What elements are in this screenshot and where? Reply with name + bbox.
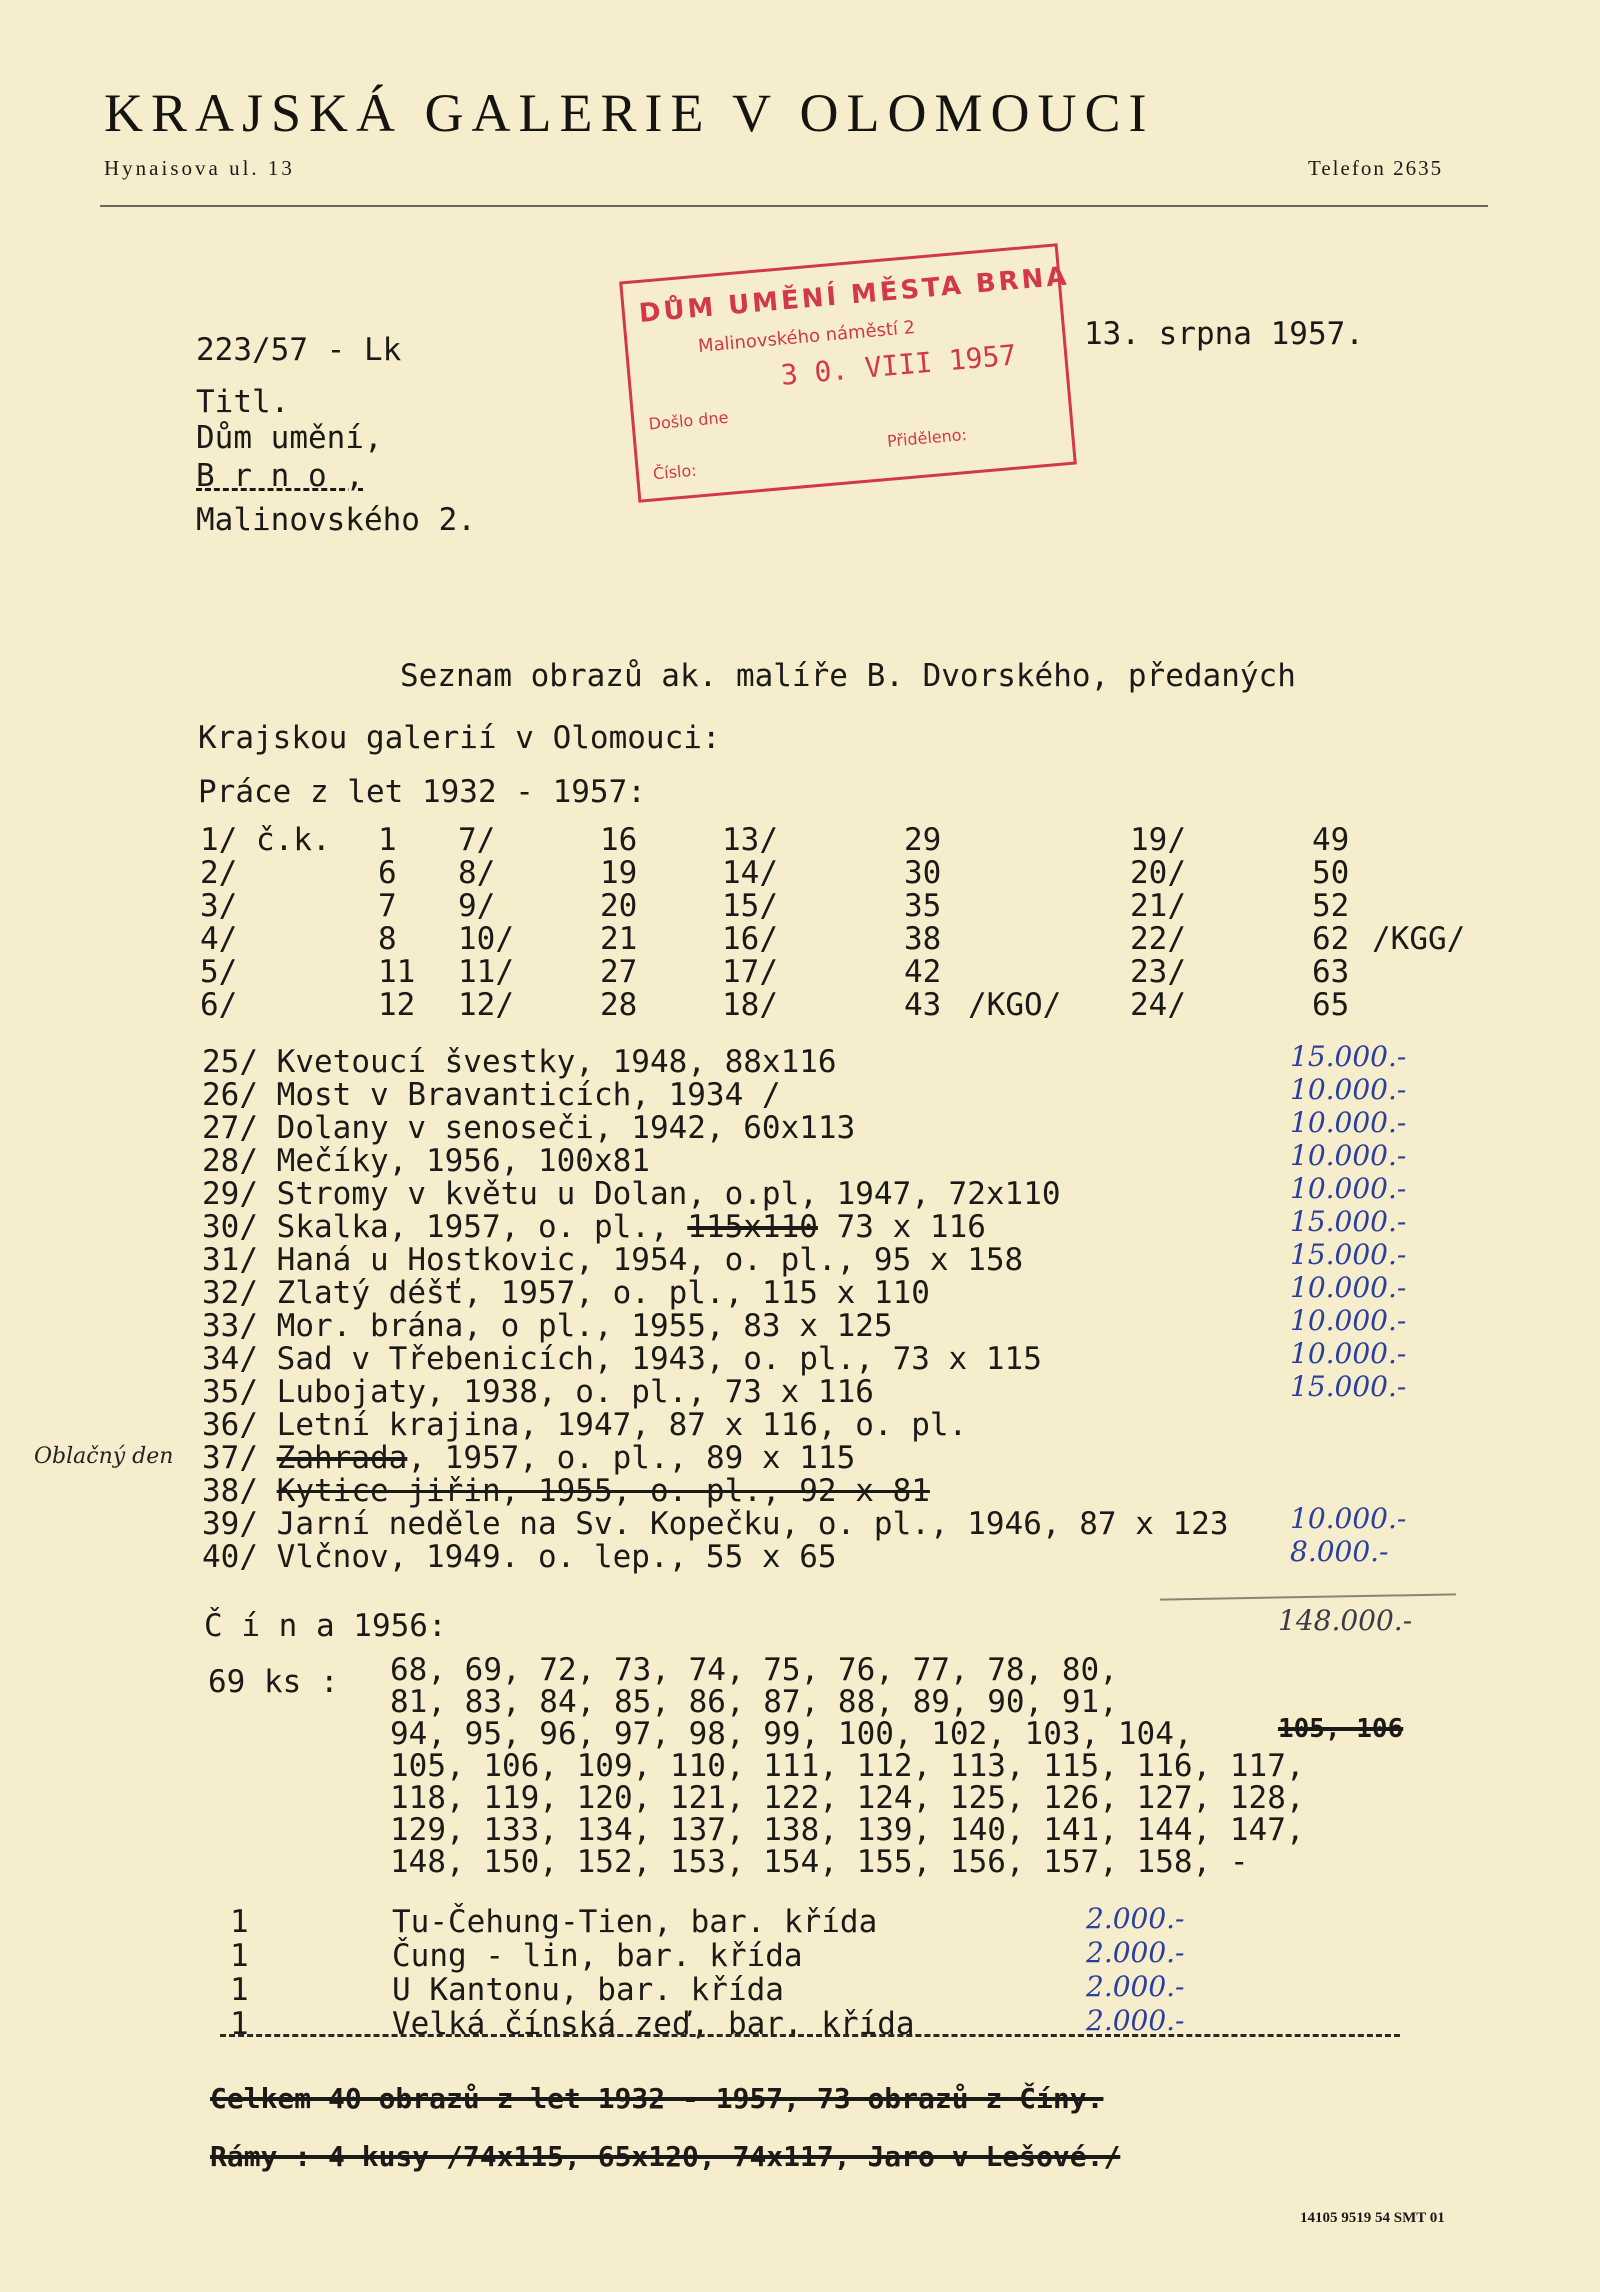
work-title: Dolany v senoseči, 1942, 60x113 — [276, 1110, 856, 1146]
work-number: 32/ — [202, 1275, 258, 1311]
table-cell: 11/ — [458, 954, 514, 990]
table-cell: 20 — [600, 888, 638, 924]
table-cell: 14/ — [722, 855, 778, 891]
table-cell: 8/ — [458, 855, 496, 891]
work-number: 36/ — [202, 1407, 258, 1443]
work-spacer — [258, 1473, 277, 1509]
work-number: 31/ — [202, 1242, 258, 1278]
work-row — [202, 1407, 967, 1443]
work-row — [202, 1242, 1023, 1278]
table-cell: 1/ č.k. — [200, 822, 331, 858]
work-title: Lubojaty, 1938, o. pl., 73 x 116 — [276, 1374, 874, 1410]
table-cell: /KGG/ — [1372, 921, 1466, 957]
work-title: Jarní neděle na Sv. Kopečku, o. pl., 1946, 87 x 123 — [276, 1506, 1229, 1542]
work-price-handwritten: 10.000.- — [1290, 1073, 1407, 1106]
work-number: 38/ — [202, 1473, 258, 1509]
drawing-title: U Kantonu, bar. křída — [392, 1972, 784, 2008]
work-number: 28/ — [202, 1143, 258, 1179]
work-number: 35/ — [202, 1374, 258, 1410]
table-cell: 62 — [1312, 921, 1350, 957]
work-number: 40/ — [202, 1539, 258, 1575]
work-spacer — [258, 1110, 277, 1146]
footer-print-code: 14105 9519 54 SMT 01 — [1300, 2210, 1445, 2226]
stamp-dosle: Došlo dne — [647, 407, 730, 434]
work-spacer — [258, 1044, 277, 1080]
drawing-qty: 1 — [230, 2006, 249, 2042]
table-cell: 49 — [1312, 822, 1350, 858]
work-number: 29/ — [202, 1176, 258, 1212]
table-cell: 19/ — [1130, 822, 1186, 858]
letterhead-phone: Telefon 2635 — [1308, 156, 1444, 180]
china-struck-tail: 105, 106 — [1278, 1714, 1404, 1744]
recipient-city: B r n o , — [196, 458, 364, 494]
table-cell: 35 — [904, 888, 942, 924]
table-cell: 24/ — [1130, 987, 1186, 1023]
work-title-rest: 73 x 116 — [817, 1209, 986, 1245]
work-title: Mor. brána, o pl., 1955, 83 x 125 — [276, 1308, 893, 1344]
work-row — [202, 1440, 855, 1476]
work-number: 26/ — [202, 1077, 258, 1113]
work-row — [202, 1143, 650, 1179]
drawing-title: Tu-Čehung-Tien, bar. křída — [392, 1904, 878, 1940]
work-title: Kvetoucí švestky, 1948, 88x116 — [276, 1044, 837, 1080]
table-cell: 22/ — [1130, 921, 1186, 957]
work-price-handwritten: 15.000.- — [1290, 1040, 1407, 1073]
stamp-line2: Malinovského náměstí 2 — [697, 317, 916, 357]
table-cell: 11 — [378, 954, 416, 990]
work-price-handwritten: 10.000.- — [1290, 1502, 1407, 1535]
drawing-qty: 1 — [230, 1904, 249, 1940]
work-spacer — [258, 1308, 277, 1344]
work-price-handwritten: 10.000.- — [1290, 1172, 1407, 1205]
work-title: Vlčnov, 1949. o. lep., 55 x 65 — [276, 1539, 837, 1575]
drawing-title: Velká čínská zeď, bar. křída — [392, 2006, 915, 2042]
work-number: 33/ — [202, 1308, 258, 1344]
work-row — [202, 1539, 837, 1575]
table-cell: 18/ — [722, 987, 778, 1023]
work-title: Sad v Třebenicích, 1943, o. pl., 73 x 115 — [276, 1341, 1042, 1377]
letterhead-title: KRAJSKÁ GALERIE V OLOMOUCI — [104, 83, 1155, 143]
table-cell: 19 — [600, 855, 638, 891]
china-line: 81, 83, 84, 85, 86, 87, 88, 89, 90, 91, — [390, 1684, 1118, 1720]
stamp-cislo: Číslo: — [652, 460, 698, 484]
work-row — [202, 1308, 893, 1344]
work-spacer — [258, 1176, 277, 1212]
work-title-overtyped: 115x110 — [687, 1209, 818, 1245]
received-stamp — [619, 243, 1077, 503]
china-line: 148, 150, 152, 153, 154, 155, 156, 157, 158, - — [390, 1844, 1249, 1880]
table-cell: 16/ — [722, 921, 778, 957]
work-title: Zlatý déšť, 1957, o. pl., 115 x 110 — [276, 1275, 930, 1311]
drawing-qty: 1 — [230, 1972, 249, 2008]
table-cell: 28 — [600, 987, 638, 1023]
table-cell: 38 — [904, 921, 942, 957]
drawing-qty: 1 — [230, 1938, 249, 1974]
work-price-handwritten: 10.000.- — [1290, 1139, 1407, 1172]
work-row — [202, 1275, 930, 1311]
table-cell: 3/ — [200, 888, 238, 924]
work-spacer — [258, 1407, 277, 1443]
table-cell: 5/ — [200, 954, 238, 990]
work-title-overtyped: Zahrada — [276, 1440, 408, 1476]
work-price-handwritten: 10.000.- — [1290, 1337, 1407, 1370]
work-title: Skalka, 1957, o. pl., — [276, 1209, 688, 1245]
work-spacer — [258, 1275, 277, 1311]
table-cell: 52 — [1312, 888, 1350, 924]
china-line: 118, 119, 120, 121, 122, 124, 125, 126, 127, 128, — [390, 1780, 1305, 1816]
work-title: Haná u Hostkovic, 1954, o. pl., 95 x 158 — [276, 1242, 1024, 1278]
work-number: 30/ — [202, 1209, 258, 1245]
table-cell: 1 — [378, 822, 397, 858]
drawings-dashed-rule — [220, 2034, 1400, 2037]
drawing-price-handwritten: 2.000.- — [1086, 2004, 1185, 2037]
work-title: Most v Bravanticích, 1934 / — [276, 1077, 781, 1113]
work-spacer — [258, 1341, 277, 1377]
total-handwritten: 148.000.- — [1278, 1604, 1413, 1637]
drawing-price-handwritten: 2.000.- — [1086, 1936, 1185, 1969]
recipient-street: Malinovského 2. — [196, 502, 476, 538]
reference-number: 223/57 - Lk — [196, 332, 402, 368]
work-row — [202, 1209, 986, 1245]
table-cell: 16 — [600, 822, 638, 858]
work-price-handwritten: 10.000.- — [1290, 1271, 1407, 1304]
work-spacer — [258, 1077, 277, 1113]
table-cell: 7/ — [458, 822, 496, 858]
work-spacer — [258, 1440, 277, 1476]
letterhead-rule — [100, 205, 1488, 207]
work-spacer — [258, 1506, 277, 1542]
stamp-line1: DŮM UMĚNÍ MĚSTA BRNA — [637, 261, 1071, 329]
table-cell: 9/ — [458, 888, 496, 924]
china-heading: Č í n a 1956: — [204, 1608, 447, 1644]
table-cell: /KGO/ — [968, 987, 1062, 1023]
letterhead-address: Hynaisova ul. 13 — [104, 156, 295, 180]
work-spacer — [258, 1374, 277, 1410]
table-cell: 10/ — [458, 921, 514, 957]
work-row — [202, 1473, 930, 1509]
drawing-title: Čung - lin, bar. křída — [392, 1938, 803, 1974]
table-cell: 23/ — [1130, 954, 1186, 990]
work-price-handwritten: 15.000.- — [1290, 1238, 1407, 1271]
table-cell: 30 — [904, 855, 942, 891]
china-line: 94, 95, 96, 97, 98, 99, 100, 102, 103, 104, — [390, 1716, 1193, 1752]
china-line: 105, 106, 109, 110, 111, 112, 113, 115, 116, 117, — [390, 1748, 1305, 1784]
work-price-handwritten: 15.000.- — [1290, 1370, 1407, 1403]
letter-date: 13. srpna 1957. — [1084, 316, 1364, 352]
work-number: 37/ — [202, 1440, 258, 1476]
work-price-handwritten: 10.000.- — [1290, 1304, 1407, 1337]
work-row — [202, 1110, 855, 1146]
table-cell: 12/ — [458, 987, 514, 1023]
table-cell: 21/ — [1130, 888, 1186, 924]
table-cell: 17/ — [722, 954, 778, 990]
work-title: Stromy v květu u Dolan, o.pl, 1947, 72x110 — [276, 1176, 1061, 1212]
recipient-name: Dům umění, — [196, 420, 383, 456]
work-price-handwritten: 8.000.- — [1290, 1535, 1389, 1568]
work-note-handwritten: Oblačný den — [34, 1444, 174, 1469]
table-cell: 42 — [904, 954, 942, 990]
table-cell: 7 — [378, 888, 397, 924]
stamp-pridaleno: Přiděleno: — [886, 424, 968, 451]
work-row — [202, 1341, 1042, 1377]
table-cell: 27 — [600, 954, 638, 990]
work-row — [202, 1044, 837, 1080]
china-line: 129, 133, 134, 137, 138, 139, 140, 141, 144, 147, — [390, 1812, 1305, 1848]
work-number: 27/ — [202, 1110, 258, 1146]
table-cell: 43 — [904, 987, 942, 1023]
work-number: 25/ — [202, 1044, 258, 1080]
work-number: 39/ — [202, 1506, 258, 1542]
table-cell: 2/ — [200, 855, 238, 891]
work-price-handwritten: 10.000.- — [1290, 1106, 1407, 1139]
table-cell: 65 — [1312, 987, 1350, 1023]
table-cell: 15/ — [722, 888, 778, 924]
work-title: Letní krajina, 1947, 87 x 116, o. pl. — [276, 1407, 968, 1443]
table-cell: 21 — [600, 921, 638, 957]
work-number: 34/ — [202, 1341, 258, 1377]
table-cell: 8 — [378, 921, 397, 957]
table-cell: 29 — [904, 822, 942, 858]
table-cell: 6 — [378, 855, 397, 891]
work-row — [202, 1374, 874, 1410]
work-title: Mečíky, 1956, 100x81 — [276, 1143, 650, 1179]
table-cell: 50 — [1312, 855, 1350, 891]
sum-rule — [1160, 1593, 1456, 1600]
work-spacer — [258, 1143, 277, 1179]
work-spacer — [258, 1209, 277, 1245]
table-cell: 20/ — [1130, 855, 1186, 891]
struck-summary-line2: Rámy : 4 kusy /74x115, 65x120, 74x117, Jaro v Lešové./ — [210, 2140, 1121, 2173]
table-cell: 63 — [1312, 954, 1350, 990]
table-cell: 6/ — [200, 987, 238, 1023]
work-row — [202, 1506, 1229, 1542]
table-cell: 13/ — [722, 822, 778, 858]
work-price-handwritten: 15.000.- — [1290, 1205, 1407, 1238]
work-row — [202, 1077, 781, 1113]
work-title-struck: Kytice jiřin, 1955, o. pl., 92 x 81 — [276, 1473, 930, 1509]
intro-line3: Práce z let 1932 - 1957: — [198, 774, 646, 810]
drawing-price-handwritten: 2.000.- — [1086, 1970, 1185, 2003]
china-count: 69 ks : — [208, 1664, 339, 1700]
work-title-rest: , 1957, o. pl., 89 x 115 — [407, 1440, 856, 1476]
intro-line1: Seznam obrazů ak. malíře B. Dvorského, předaných — [400, 658, 1296, 694]
table-cell: 4/ — [200, 921, 238, 957]
intro-line2: Krajskou galerií v Olomouci: — [198, 720, 721, 756]
drawing-price-handwritten: 2.000.- — [1086, 1902, 1185, 1935]
work-spacer — [258, 1242, 277, 1278]
work-spacer — [258, 1539, 277, 1575]
china-line: 68, 69, 72, 73, 74, 75, 76, 77, 78, 80, — [390, 1652, 1118, 1688]
recipient-title: Titl. — [196, 384, 290, 420]
struck-summary-line1: Celkem 40 obrazů z let 1932 - 1957, 73 obrazů z Číny. — [210, 2082, 1104, 2115]
stamp-date: 3 0. VIII 1957 — [779, 338, 1018, 392]
work-row — [202, 1176, 1061, 1212]
table-cell: 12 — [378, 987, 416, 1023]
